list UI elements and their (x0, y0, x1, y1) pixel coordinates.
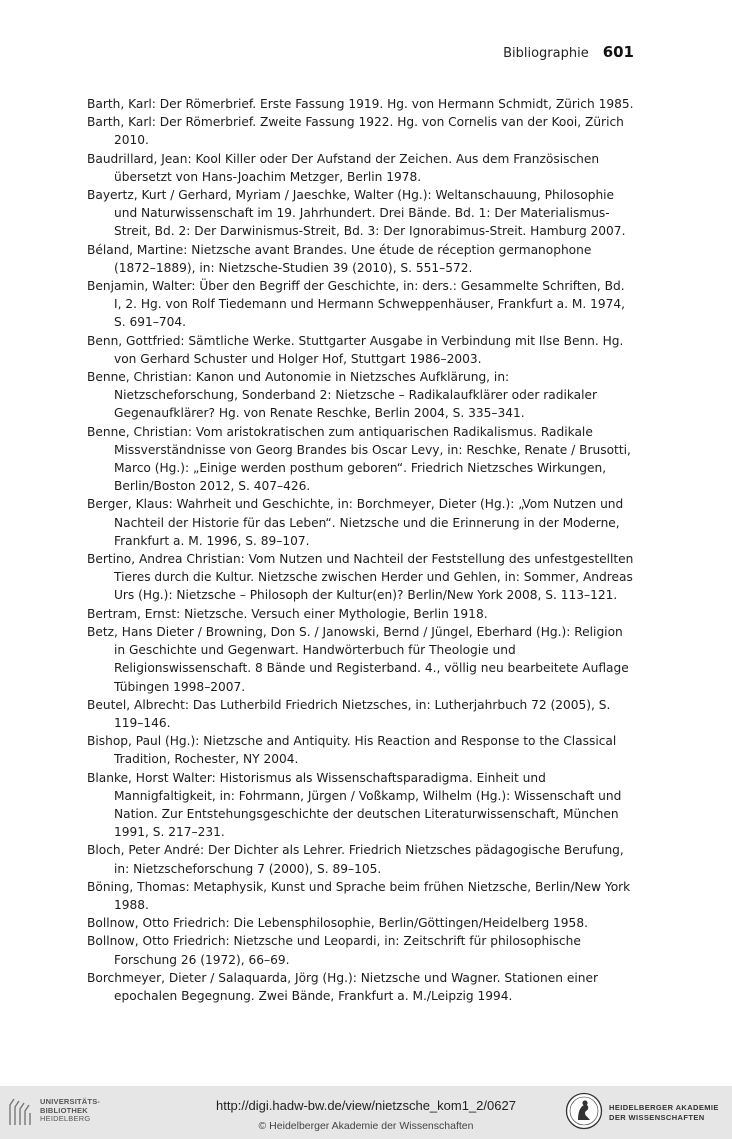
bibliography-entry: Bertino, Andrea Christian: Vom Nutzen und Nachteil der Feststellung des unfestgestellten Tieres durch die Kultur. Nietzsche zwischen Herder und Gehlen, in: Sommer, Andreas Urs (Hg.): Nietzsche – Philosoph der Kultur(en)? Berlin/New York 2008, S. 113–121. (87, 552, 634, 603)
academy-name-line: HEIDELBERGER AKADEMIE (609, 1103, 719, 1112)
bibliography-entry: Benne, Christian: Vom aristokratischen zum antiquarischen Radikalismus. Radikale Missverständnisse von Georg Brandes bis Oscar Levy, in: Reschke, Renate / Brusotti, Marco (Hg.): „Einige werden posthum geboren“. Friedrich Nietzsches Wirkungen, Berlin/Boston 2012, S. 407–426. (87, 424, 631, 494)
bibliography-entry: Bollnow, Otto Friedrich: Nietzsche und Leopardi, in: Zeitschrift für philosophische Forschung 26 (1972), 66–69. (87, 934, 581, 967)
bibliography-entry: Betz, Hans Dieter / Browning, Don S. / Janowski, Bernd / Jüngel, Eberhard (Hg.): Religion in Geschichte und Gegenwart. Handwörterbuch für Theologie und Religionswissenschaft. 8 Bände und Registerband. 4., völlig neu bearbeitete Auflage Tübingen 1998–2007. (87, 624, 629, 694)
bibliography-entry: Bloch, Peter André: Der Dichter als Lehrer. Friedrich Nietzsches pädagogische Berufung, in: Nietzscheforschung 7 (2000), S. 89–105. (87, 843, 624, 876)
bibliography-entry: Borchmeyer, Dieter / Salaquarda, Jörg (Hg.): Nietzsche und Wagner. Stationen einer epochalen Begegnung. Zwei Bände, Frankfurt a. M./Leipzig 1994. (87, 970, 598, 1003)
bibliography-entry: Barth, Karl: Der Römerbrief. Zweite Fassung 1922. Hg. von Cornelis van der Kooi, Zürich 2010. (87, 115, 624, 148)
footer-copyright: © Heidelberger Akademie der Wissenschaften (258, 1120, 474, 1132)
permalink-link[interactable]: http://digi.hadw-bw.de/view/nietzsche_kom1_2/0627 (216, 1098, 516, 1113)
bibliography-entry: Blanke, Horst Walter: Historismus als Wissenschaftsparadigma. Einheit und Mannigfaltigkeit, in: Fohrmann, Jürgen / Voßkamp, Wilhelm (Hg.): Wissenschaft und Nation. Zur Entstehungsgeschichte der deutschen Literaturwissenschaft, München 1991, S. 217–231. (87, 770, 622, 840)
bibliography-entry: Bertram, Ernst: Nietzsche. Versuch einer Mythologie, Berlin 1918. (87, 606, 488, 621)
bibliography-entry: Bollnow, Otto Friedrich: Die Lebensphilosophie, Berlin/Göttingen/Heidelberg 1958. (87, 916, 588, 931)
university-library-name-line: UNIVERSITÄTS- (40, 1097, 101, 1106)
bibliography-entry: Bishop, Paul (Hg.): Nietzsche and Antiquity. His Reaction and Response to the Classical Tradition, Rochester, NY 2004. (87, 734, 617, 767)
running-title: Bibliographie (503, 46, 589, 61)
university-library-name-line: BIBLIOTHEK (40, 1105, 88, 1115)
bibliography-entry: Béland, Martine: Nietzsche avant Brandes. Une étude de réception germanophone (1872–1889), in: Nietzsche-Studien 39 (2010), S. 551–572. (87, 242, 592, 275)
page-number: 601 (602, 43, 634, 61)
running-head (503, 43, 634, 61)
bibliography-entry: Bayertz, Kurt / Gerhard, Myriam / Jaeschke, Walter (Hg.): Weltanschauung, Philosophie und Naturwissenschaft im 19. Jahrhundert. Drei Bände. Bd. 1: Der Materialismus-Streit, Bd. 2: Der Darwinismus-Streit, Bd. 3: Der Ignorabimus-Streit. Hamburg 2007. (87, 188, 626, 239)
academy-seal-logo-icon (565, 1092, 603, 1130)
university-library-name-line: HEIDELBERG (40, 1114, 91, 1123)
bibliography-entry: Benne, Christian: Kanon und Autonomie in Nietzsches Aufklärung, in: Nietzscheforschung, Sonderband 2: Nietzsche – Radikalaufklärer oder radikaler Gegenaufklärer? Hg. von Renate Reschke, Berlin 2004, S. 335–341. (87, 370, 598, 421)
bibliography-list (87, 95, 635, 1005)
bibliography-entry: Böning, Thomas: Metaphysik, Kunst und Sprache beim frühen Nietzsche, Berlin/New York 1988. (87, 879, 631, 912)
bibliography-entry: Benn, Gottfried: Sämtliche Werke. Stuttgarter Ausgabe in Verbindung mit Ilse Benn. Hg. von Gerhard Schuster und Holger Hof, Stuttgart 1986–2003. (87, 333, 624, 366)
bibliography-entry: Benjamin, Walter: Über den Begriff der Geschichte, in: ders.: Gesammelte Schriften, Bd. I, 2. Hg. von Rolf Tiedemann und Hermann Schweppenhäuser, Frankfurt a. M. 1974, S. 691–704. (87, 279, 625, 330)
bibliography-entry: Beutel, Albrecht: Das Lutherbild Friedrich Nietzsches, in: Lutherjahrbuch 72 (2005), S. 119–146. (87, 697, 611, 730)
bibliography-entry: Berger, Klaus: Wahrheit und Geschichte, in: Borchmeyer, Dieter (Hg.): „Vom Nutzen und Nachteil der Historie für das Leben“. Nietzsche und die Erinnerung in der Moderne, Frankfurt a. M. 1996, S. 89–107. (87, 497, 624, 548)
academy-name (609, 1103, 719, 1122)
academy-name-line: DER WISSENSCHAFTEN (609, 1112, 705, 1122)
bibliography-entry: Baudrillard, Jean: Kool Killer oder Der Aufstand der Zeichen. Aus dem Französischen übersetzt von Hans-Joachim Metzger, Berlin 1978. (87, 151, 600, 184)
viewer-footer (0, 1086, 732, 1139)
bibliography-entry: Barth, Karl: Der Römerbrief. Erste Fassung 1919. Hg. von Hermann Schmidt, Zürich 1985. (87, 97, 634, 111)
